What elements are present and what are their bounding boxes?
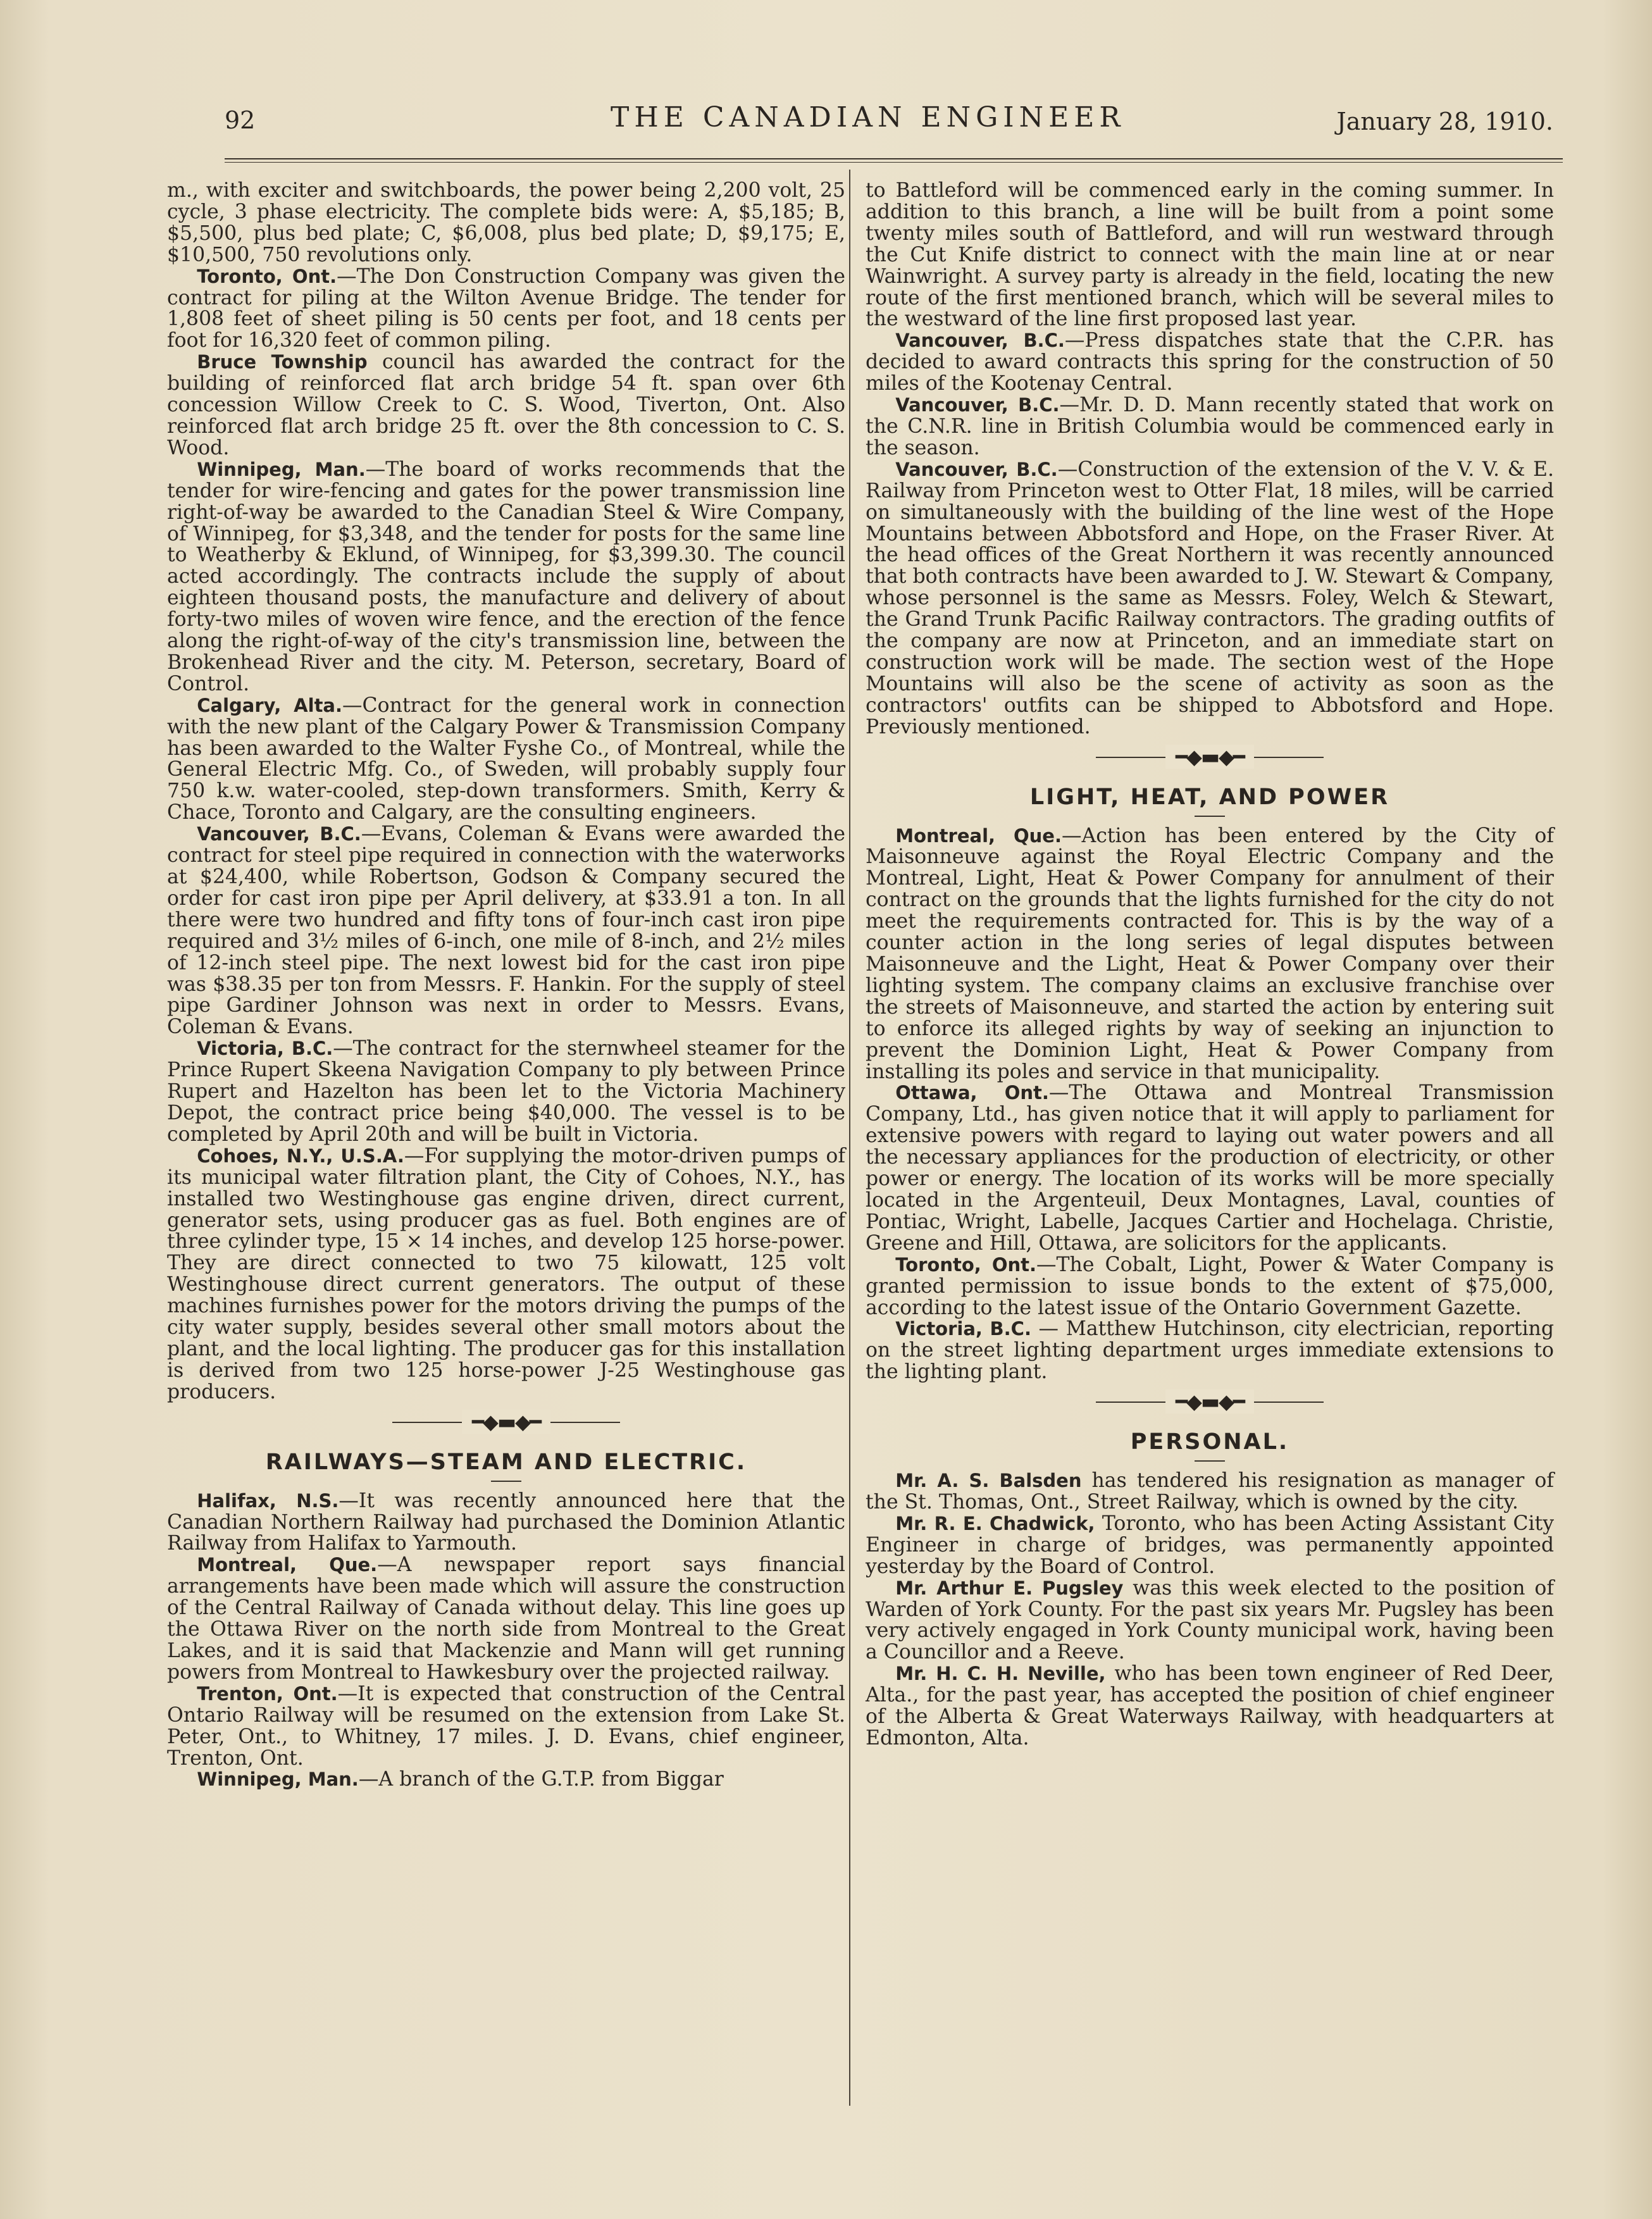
item-dateline: Calgary, Alta. xyxy=(197,694,343,716)
left-column xyxy=(167,180,845,1791)
item-dateline: Vancouver, B.C. xyxy=(895,394,1060,416)
heading-rule xyxy=(491,1481,521,1482)
item-text: —Press dispatches state that the C.P.R. has decided to award contracts this spring for the construction of 50 miles of the Kootenay Central. xyxy=(866,329,1555,395)
right-column xyxy=(866,180,1554,1750)
news-item xyxy=(866,1255,1554,1319)
item-dateline: Bruce Township xyxy=(197,351,368,373)
item-text: has tendered his resignation as manager of the St. Thomas, Ont., Street Railway, which is owned by the city. xyxy=(866,1469,1554,1514)
item-dateline: Ottawa, Ont. xyxy=(895,1082,1049,1104)
news-item xyxy=(866,1083,1554,1254)
news-item xyxy=(866,1319,1554,1383)
item-dateline: Toronto, Ont. xyxy=(895,1253,1037,1276)
news-item xyxy=(866,1514,1554,1578)
item-text: —The Don Construction Company was given the contract for piling at the Wilton Avenue Bridge. The tender for 1,808 feet of sheet piling is 50 cents per foot, and 18 cents per foot for 16,320 feet of common piling. xyxy=(167,264,845,352)
news-item xyxy=(866,180,1554,330)
light-heat-power-heading: LIGHT, HEAT, AND POWER xyxy=(1029,784,1390,810)
item-dateline: Mr. Arthur E. Pugsley xyxy=(895,1577,1124,1599)
item-text: —Action has been entered by the City of Maisonneuve against the Royal Electric Company and the Montreal, Light, Heat & Power Company for annulment of their contract on the grounds that the lights furnished for the city do not meet the requirements contracted for. This is by the way of a counter action in the long series of legal disputes between Maisonneuve and the Light, Heat & Power Company over their lighting system. The company claims an exclusive franchise over the streets of Maisonneuve, and started the action by entering suit to enforce its alleged rights by way of seeking an injunction to prevent the Dominion Light, Heat & Power Company from installing its poles and service in that municipality. xyxy=(866,824,1554,1083)
railways-continued xyxy=(866,180,1554,738)
item-text: —The contract for the sternwheel steamer for the Prince Rupert Skeena Navigation Company to ply between Prince Rupert and Hazelton has been let to the Victoria Machinery Depot, the contract price being $40,000. The vessel is to be completed by April 20th and will be built in Victoria. xyxy=(167,1037,845,1146)
contracts-section xyxy=(167,180,845,1403)
item-dateline: Victoria, B.C. xyxy=(197,1038,333,1060)
news-item xyxy=(167,352,845,459)
news-item xyxy=(167,695,845,824)
item-dateline: Vancouver, B.C. xyxy=(895,330,1065,352)
ornament-icon: ━◆▬◆━ xyxy=(1165,1389,1254,1414)
item-text: —The board of works recommends that the tender for wire-fencing and gates for the power transmission line right-of-way be awarded to the Canadian Steel & Wire Company, of Winnipeg, for $3,348, and the tender for posts for the same line to Weatherby & Eklund, of Winnipeg, for $3,399.30. The council acted accordingly. The contracts include the supply of about eighteen thousand posts, the manufacture and delivery of about forty-two miles of woven wire fence, and the erection of the fence along the right-of-way of the city's transmission line, between the Brokenhead River and the city. M. Peterson, secretary, Board of Control. xyxy=(167,457,845,695)
news-item xyxy=(866,459,1554,738)
item-text: —Contract for the general work in connection with the new plant of the Calgary Power & Transmission Company has been awarded to the Walter Fyshe Co., of Montreal, while the General Electric Mfg. Co., of Sweden, will probably supply four 750 k.w. water-cooled, step-down transformers. Smith, Kerry & Chace, Toronto and Calgary, are the consulting engineers. xyxy=(167,693,845,824)
item-dateline: Montreal, Que. xyxy=(895,824,1062,847)
news-item xyxy=(167,266,845,352)
issue-date: January 28, 1910. xyxy=(1336,108,1553,135)
news-item xyxy=(167,459,845,695)
news-item xyxy=(167,1684,845,1770)
personal-heading: PERSONAL. xyxy=(1130,1429,1289,1455)
item-text: to Battleford will be commenced early in the coming summer. In addition to this branch, a line will be built from a point some twenty miles south of Battleford, and will run westward through the Cut Knife district to connect with the main line at or near Wainwright. A survey party is already in the field, locating the new route of the first mentioned branch, which will be several miles to the westward of the line first proposed last year. xyxy=(866,179,1554,331)
news-item xyxy=(167,1491,845,1555)
item-text: —A branch of the G.T.P. from Biggar xyxy=(358,1768,724,1791)
news-item xyxy=(167,1769,845,1791)
item-dateline: Mr. R. E. Chadwick, xyxy=(895,1512,1095,1534)
item-text: —The Ottawa and Montreal Transmission Company, Ltd., has given notice that it will apply to parliament for extensive powers with regard to laying out water powers and all the necessary appliances for the production of electricity, or other power or energy. The location of its works will be more specially located in the Argenteuil, Deux Montagnes, Laval, counties of Pontiac, Wright, Labelle, Jacques Cartier and Hochelaga. Christie, Greene and Hill, Ottawa, are solicitors for the applicants. xyxy=(866,1081,1554,1255)
personal-section xyxy=(866,1470,1554,1750)
page-number: 92 xyxy=(225,106,256,134)
item-dateline: Montreal, Que. xyxy=(197,1554,378,1576)
item-text: —The Cobalt, Light, Power & Water Company is granted permission to issue bonds to the extent of $75,000, according to the latest issue of the Ontario Government Gazette. xyxy=(866,1253,1554,1319)
news-item xyxy=(866,1663,1554,1750)
item-text: Toronto, who has been Acting Assistant City Engineer in charge of bridges, was permanently appointed yesterday by the Board of Control. xyxy=(866,1512,1554,1578)
item-dateline: Trenton, Ont. xyxy=(197,1682,338,1705)
news-item xyxy=(167,1555,845,1683)
item-dateline: Halifax, N.S. xyxy=(197,1489,339,1512)
item-text: —A newspaper report says financial arrangements have been made which will assure the construction of the Central Railway of Canada without delay. This line goes up the Ottawa River on the north side from Montreal to the Great Lakes, and it is said that Mackenzie and Mann will get running powers from Montreal to Hawkesbury over the projected railway. xyxy=(167,1553,845,1684)
item-text: m., with exciter and switchboards, the power being 2,200 volt, 25 cycle, 3 phase electricity. The complete bids were: A, $5,185; B, $5,500, plus bed plate; C, $6,008, plus bed plate; D, $9,175; E, $10,500, 750 revolutions only. xyxy=(167,179,845,266)
item-text: —Evans, Coleman & Evans were awarded the contract for steel pipe required in connection with the waterworks at $24,400, while Robertson, Godson & Company secured the order for cast iron pipe per April delivery, at $33.91 a ton. In all there were two hundred and fifty tons of four-inch cast iron pipe required and 3½ miles of 6-inch, one mile of 8-inch, and 2½ miles of 12-inch steel pipe. The next lowest bid for the cast iron pipe was $38.35 per ton from Messrs. F. Hankin. For the supply of steel pipe Gardiner Johnson was next in order to Messrs. Evans, Coleman & Evans. xyxy=(167,823,845,1039)
column-divider xyxy=(849,170,850,2106)
news-item xyxy=(167,180,845,266)
ornament-icon: ━◆▬◆━ xyxy=(462,1410,550,1434)
heading-rule xyxy=(1195,816,1225,817)
section-ornament xyxy=(167,1403,845,1441)
news-item xyxy=(866,395,1554,459)
item-dateline: Victoria, B.C. xyxy=(895,1318,1031,1340)
item-dateline: Vancouver, B.C. xyxy=(895,458,1058,480)
news-item xyxy=(167,1146,845,1403)
news-item xyxy=(167,1038,845,1146)
item-text: — Matthew Hutchinson, city electrician, reporting on the street lighting department urges immediate extensions to the lighting plant. xyxy=(866,1317,1554,1384)
item-text: —Construction of the extension of the V. V. & E. Railway from Princeton west to Otter Flat, 18 miles, will be carried on simultaneously with the building of the line west of the Hope Mountains between Abbotsford and Hope, on the Fraser River. At the head offices of the Great Northern it was recently announced that both contracts have been awarded to J. W. Stewart & Company, whose personnel is the same as Messrs. Foley, Welch & Stewart, the Grand Trunk Pacific Railway contractors. The grading outfits of the company are now at Princeton, and an immediate start on construction work will be made. The section west of the Hope Mountains will also be the scene of activity as soon as the contractors' outfits can be shipped to Abbotsford and Hope. Previously mentioned. xyxy=(866,457,1554,738)
journal-title: THE CANADIAN ENGINEER xyxy=(611,101,1126,134)
item-dateline: Winnipeg, Man. xyxy=(197,1768,359,1791)
item-dateline: Winnipeg, Man. xyxy=(197,458,366,480)
item-dateline: Cohoes, N.Y., U.S.A. xyxy=(197,1145,404,1167)
railways-heading: RAILWAYS—STEAM AND ELECTRIC. xyxy=(265,1449,747,1475)
item-dateline: Mr. H. C. H. Neville, xyxy=(895,1663,1106,1685)
news-item xyxy=(866,1578,1554,1664)
item-dateline: Toronto, Ont. xyxy=(197,265,337,287)
item-text: council has awarded the contract for the building of reinforced flat arch bridge 54 ft. span over 6th concession Willow Creek to C. S. Wood, Tiverton, Ont. Also reinforced flat arch bridge 25 ft. over the 8th concession to C. S. Wood. xyxy=(167,351,845,459)
heading-rule xyxy=(1195,1460,1225,1462)
item-text: —For supplying the motor-driven pumps of its municipal water filtration plant, the City of Cohoes, N.Y., has installed two Westinghouse gas engine driven, direct current, generator sets, using producer gas as fuel. Both engines are of three cylinder type, 15 × 14 inches, and develop 125 horse-power. They are direct connected to two 75 kilowatt, 125 volt Westinghouse direct current generators. The output of these machines furnishes power for the motors driving the pumps of the city water supply, besides several other small motors about the plant, and the local lighting. The producer gas for this installation is derived from two 125 horse-power J-25 Westinghouse gas producers. xyxy=(167,1144,845,1403)
item-text: was this week elected to the position of Warden of York County. For the past six years Mr. Pugsley has been very actively engaged in York County municipal work, having been a Councillor and a Reeve. xyxy=(866,1576,1554,1664)
item-dateline: Vancouver, B.C. xyxy=(197,823,361,845)
section-ornament xyxy=(866,738,1554,776)
item-text: —Mr. D. D. Mann recently stated that work on the C.N.R. line in British Columbia would be commenced early in the season. xyxy=(866,394,1554,459)
item-dateline: Mr. A. S. Balsden xyxy=(895,1470,1082,1492)
ornament-icon: ━◆▬◆━ xyxy=(1165,745,1254,769)
item-text: —It was recently announced here that the Canadian Northern Railway had purchased the Dominion Atlantic Railway from Halifax to Yarmouth. xyxy=(167,1489,846,1555)
news-item xyxy=(866,1470,1554,1514)
railways-section xyxy=(167,1491,845,1791)
news-item xyxy=(167,824,845,1038)
item-text: —It is expected that construction of the Central Ontario Railway will be resumed on the extension from Lake St. Peter, Ont., to Whitney, 17 miles. J. D. Evans, chief engineer, Trenton, Ont. xyxy=(167,1682,846,1770)
item-text: who has been town engineer of Red Deer, Alta., for the past year, has accepted the position of chief engineer of the Alberta & Great Waterways Railway, with headquarters at Edmonton, Alta. xyxy=(866,1662,1554,1750)
section-ornament xyxy=(866,1383,1554,1421)
light-heat-power-section xyxy=(866,826,1554,1384)
page-header xyxy=(225,101,1553,146)
news-item xyxy=(866,826,1554,1083)
news-item xyxy=(866,330,1554,395)
header-rule xyxy=(225,158,1563,163)
